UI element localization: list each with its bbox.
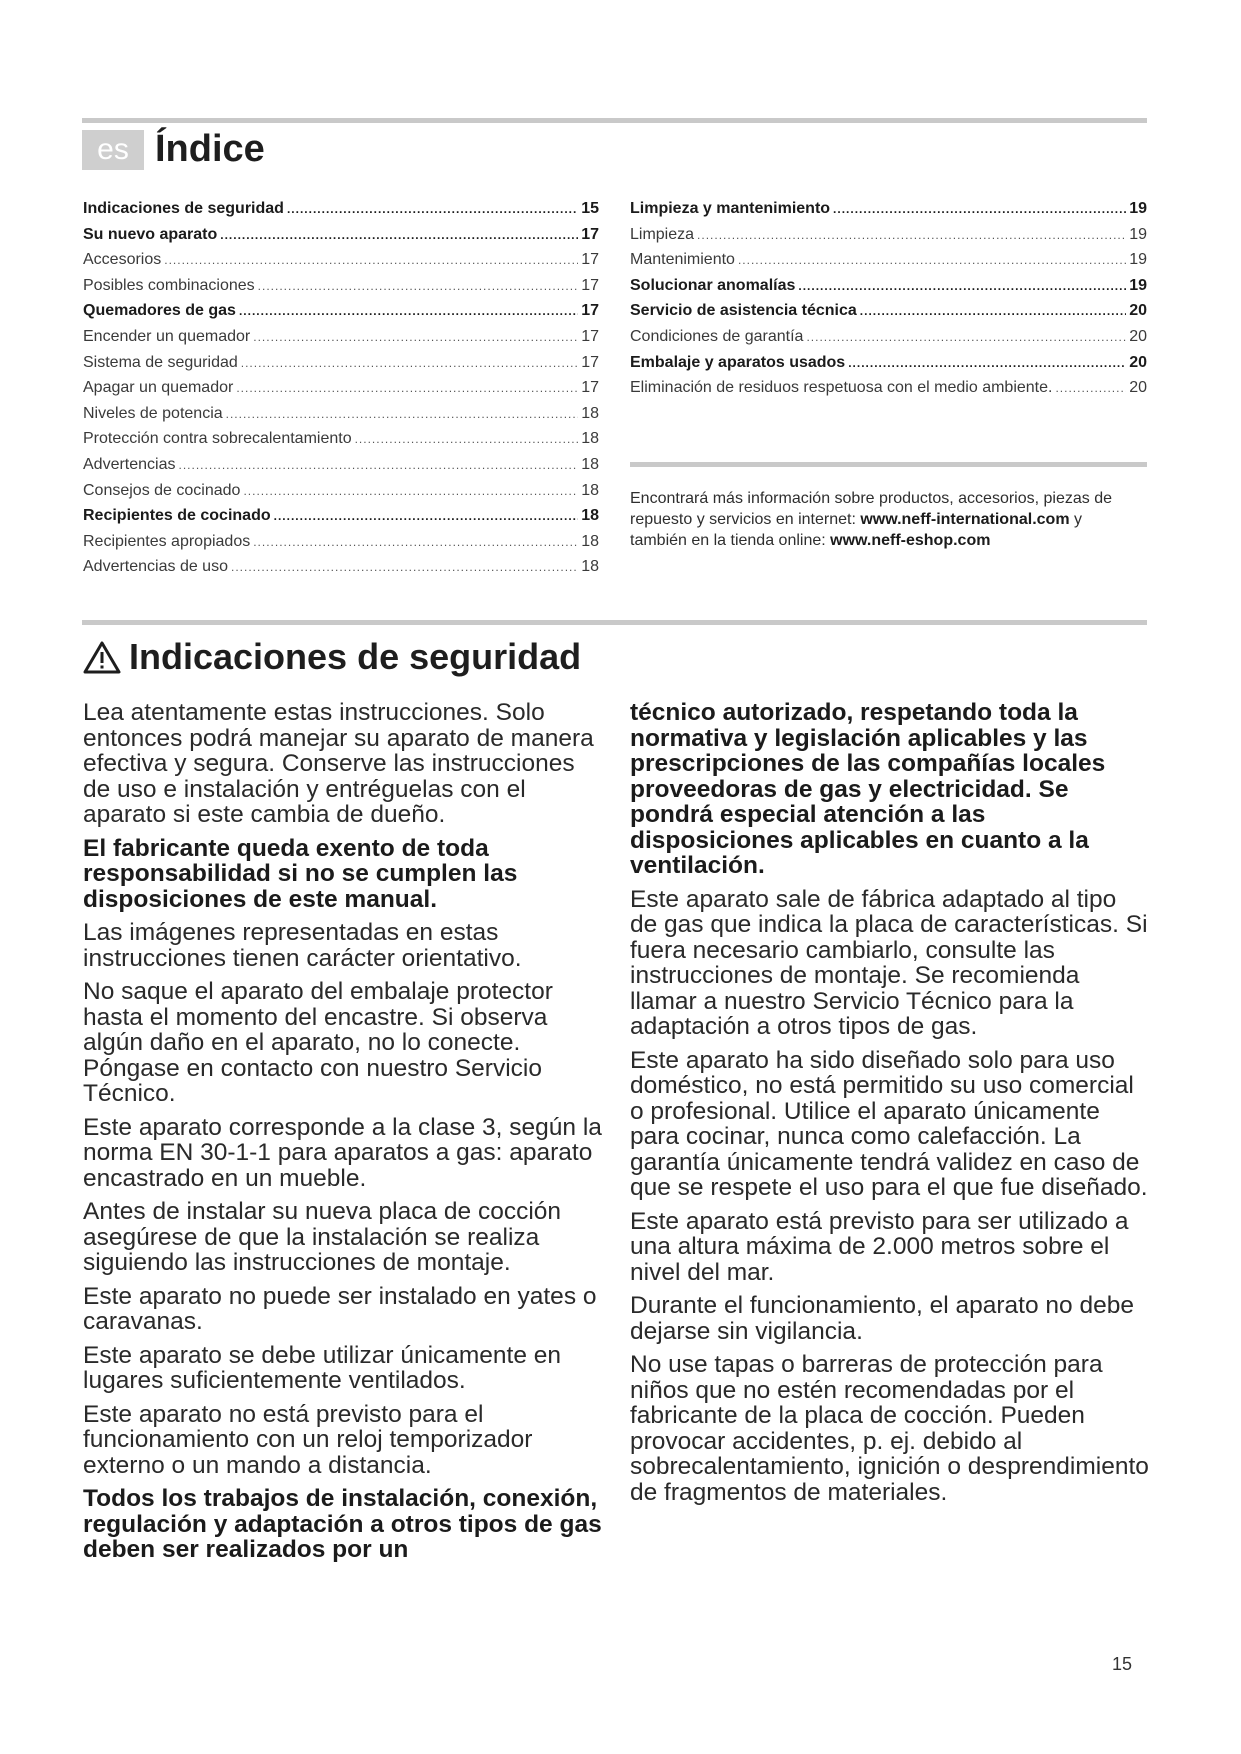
- toc-entry[interactable]: [83, 324, 599, 350]
- toc-entry-page: 18: [581, 430, 599, 448]
- toc-entry[interactable]: [630, 298, 1147, 324]
- toc-entry[interactable]: [83, 554, 599, 580]
- toc-entry-page: 19: [1129, 251, 1147, 269]
- toc-entry-title: Limpieza: [630, 225, 695, 243]
- toc-entry[interactable]: [83, 273, 599, 299]
- toc-left-column: [83, 196, 599, 580]
- toc-entry-page: 17: [581, 353, 599, 371]
- toc-entry-title: Mantenimiento: [630, 251, 735, 269]
- toc-entry-page: 17: [581, 276, 599, 294]
- toc-entry[interactable]: [83, 426, 599, 452]
- toc-dot-leader: [848, 351, 1126, 376]
- toc-entry-title: Posibles combinaciones: [83, 276, 255, 294]
- toc-dot-leader: [231, 555, 578, 580]
- toc-entry-page: 17: [581, 379, 599, 397]
- toc-entry[interactable]: [83, 503, 599, 529]
- safety-title-text: Indicaciones de seguridad: [129, 636, 582, 677]
- paragraph: No saque el aparato del embalaje protector hasta el momento del encastre. Si observa algún daño en el aparato, no lo conecte. Póngase en contacto con nuestro Servicio Técnico.: [83, 978, 553, 1107]
- toc-entry-page: 20: [1129, 353, 1147, 371]
- toc-entry-page: 18: [581, 558, 599, 576]
- paragraph: Este aparato está previsto para ser utilizado a una altura máxima de 2.000 metros sobre el nivel del mar.: [630, 1207, 1129, 1286]
- toc-entry-title: Accesorios: [83, 251, 162, 269]
- toc-entry-title: Niveles de potencia: [83, 404, 223, 422]
- paragraph: Este aparato sale de fábrica adaptado al tipo de gas que indica la placa de características. Si fuera necesario cambiarlo, consulte las instrucciones de montaje. Se recomienda llamar a nuestro Servicio Técnico para la adaptación a otros tipos de gas.: [630, 885, 1148, 1040]
- toc-entry[interactable]: [630, 222, 1147, 248]
- warning-triangle-icon: [83, 640, 121, 674]
- toc-dot-leader: [253, 530, 578, 555]
- toc-dot-leader: [833, 197, 1126, 222]
- paragraph: Lea atentamente estas instrucciones. Solo entonces podrá manejar su aparato de manera efectiva y segura. Conserve las instrucciones de uso e instalación y entréguelas con el aparato si este cambia de dueño.: [83, 699, 594, 828]
- toc-entry-title: Consejos de cocinado: [83, 481, 241, 499]
- toc-dot-leader: [697, 223, 1126, 248]
- toc-dot-leader: [241, 351, 578, 376]
- toc-entry-page: 17: [581, 225, 599, 243]
- toc-entry-page: 20: [1129, 302, 1147, 320]
- bold-paragraph: Todos los trabajos de instalación, conexión, regulación y adaptación a otros tipos de gas deben ser realizados por un: [83, 1485, 602, 1563]
- toc-dot-leader: [860, 299, 1126, 324]
- toc-dot-leader: [243, 479, 578, 504]
- toc-dot-leader: [258, 274, 579, 299]
- info-text-2: y también en la tienda online:: [630, 511, 1082, 549]
- safety-left-column: [83, 700, 603, 1571]
- toc-entry[interactable]: [83, 375, 599, 401]
- toc-entry-page: 19: [1129, 225, 1147, 243]
- language-badge: es: [82, 130, 144, 170]
- toc-dot-leader: [287, 197, 578, 222]
- paragraph: Las imágenes representadas en estas instrucciones tienen carácter orientativo.: [83, 919, 522, 972]
- toc-entry[interactable]: [630, 375, 1147, 401]
- toc-dot-leader: [798, 274, 1126, 299]
- safety-section-title: [83, 632, 581, 682]
- toc-entry-page: 18: [581, 507, 599, 525]
- toc-entry-page: 18: [581, 481, 599, 499]
- toc-entry-title: Apagar un quemador: [83, 379, 234, 397]
- info-text-1: Encontrará más información sobre productos, accesorios, piezas de repuesto y servicios en internet:: [630, 490, 1113, 528]
- section-rule: [82, 620, 1147, 625]
- index-title: Índice: [155, 128, 265, 170]
- toc-dot-leader: [164, 248, 578, 273]
- toc-entry-title: Recipientes de cocinado: [83, 507, 271, 525]
- toc-entry-page: 17: [581, 327, 599, 345]
- toc-entry-page: 18: [581, 455, 599, 473]
- toc-entry[interactable]: [83, 452, 599, 478]
- paragraph: Este aparato no está previsto para el funcionamiento con un reloj temporizador externo o un mando a distancia.: [83, 1400, 533, 1479]
- paragraph: Durante el funcionamiento, el aparato no debe dejarse sin vigilancia.: [630, 1292, 1134, 1345]
- toc-entry-page: 17: [581, 251, 599, 269]
- paragraph: Este aparato ha sido diseñado solo para uso doméstico, no está permitido su uso comercial o profesional. Utilice el aparato únicamente para cocinar, nunca como calefacción. La garantía únicamente tendrá validez en caso de que se respete el uso para el que fue diseñado.: [630, 1046, 1148, 1201]
- info-rule: [630, 462, 1147, 467]
- toc-entry-title: Embalaje y aparatos usados: [630, 353, 846, 371]
- toc-entry-page: 20: [1129, 379, 1147, 397]
- toc-entry-title: Recipientes apropiados: [83, 532, 251, 550]
- top-rule: [82, 118, 1147, 123]
- eshop-link[interactable]: www.neff-eshop.com: [830, 532, 991, 549]
- toc-dot-leader: [253, 325, 578, 350]
- toc-entry-title: Condiciones de garantía: [630, 327, 804, 345]
- paragraph: Este aparato no puede ser instalado en yates o caravanas.: [83, 1282, 597, 1335]
- bold-paragraph: El fabricante queda exento de toda responsabilidad si no se cumplen las disposiciones de este manual.: [83, 834, 518, 913]
- toc-entry-page: 19: [1129, 200, 1147, 217]
- toc-entry[interactable]: [630, 196, 1147, 222]
- toc-dot-leader: [738, 248, 1126, 273]
- paragraph: Este aparato corresponde a la clase 3, según la norma EN 30-1-1 para aparatos a gas: aparato encastrado en un mueble.: [83, 1113, 602, 1192]
- safety-right-column: [630, 700, 1150, 1513]
- page-number: 15: [1112, 1654, 1133, 1674]
- toc-entry-title: Solucionar anomalías: [630, 276, 796, 294]
- toc-entry-page: 18: [581, 532, 599, 550]
- toc-entry-title: Su nuevo aparato: [83, 225, 218, 243]
- toc-entry[interactable]: [630, 350, 1147, 376]
- website-link[interactable]: www.neff-international.com: [860, 511, 1070, 528]
- toc-entry-page: 19: [1129, 276, 1147, 294]
- toc-dot-leader: [806, 325, 1126, 350]
- bold-paragraph: técnico autorizado, respetando toda la normativa y legislación aplicables y las prescripciones de las compañías locales proveedoras de gas y electricidad. Se pondrá especial atención a las disposiciones aplicables en cuanto a la ventilación.: [630, 699, 1106, 879]
- toc-dot-leader: [274, 504, 579, 529]
- info-note: [630, 488, 1130, 551]
- toc-entry[interactable]: [83, 298, 599, 324]
- toc-entry-page: 18: [581, 404, 599, 422]
- toc-entry[interactable]: [83, 196, 599, 222]
- toc-dot-leader: [220, 223, 578, 248]
- toc-entry-title: Limpieza y mantenimiento: [630, 200, 831, 217]
- toc-entry[interactable]: [630, 273, 1147, 299]
- toc-entry-title: Eliminación de residuos respetuosa con el medio ambiente.: [630, 379, 1053, 397]
- toc-entry-page: 17: [581, 302, 599, 320]
- toc-entry[interactable]: [83, 247, 599, 273]
- toc-right-column: [630, 196, 1147, 401]
- toc-entry-title: Encender un quemador: [83, 327, 251, 345]
- toc-entry[interactable]: [83, 350, 599, 376]
- toc-dot-leader: [1055, 376, 1126, 401]
- toc-entry[interactable]: [83, 529, 599, 555]
- toc-dot-leader: [226, 402, 579, 427]
- paragraph: No use tapas o barreras de protección para niños que no estén recomendadas por el fabricante de la placa de cocción. Pueden provocar accidentes, p. ej. debido al sobrecalentamiento, ignición o desprendimiento de fragmentos de materiales.: [630, 1351, 1149, 1506]
- toc-dot-leader: [355, 427, 579, 452]
- paragraph: Este aparato se debe utilizar únicamente en lugares suficientemente ventilados.: [83, 1341, 562, 1394]
- toc-entry-title: Advertencias: [83, 455, 176, 473]
- toc-entry-title: Sistema de seguridad: [83, 353, 238, 371]
- toc-entry[interactable]: [630, 324, 1147, 350]
- toc-entry-title: Quemadores de gas: [83, 302, 236, 320]
- toc-dot-leader: [239, 299, 578, 324]
- toc-entry[interactable]: [83, 401, 599, 427]
- toc-entry-page: 20: [1129, 327, 1147, 345]
- toc-entry-title: Advertencias de uso: [83, 558, 228, 576]
- toc-entry-title: Protección contra sobrecalentamiento: [83, 430, 352, 448]
- toc-entry[interactable]: [83, 222, 599, 248]
- toc-entry[interactable]: [630, 247, 1147, 273]
- toc-entry[interactable]: [83, 478, 599, 504]
- toc-dot-leader: [179, 453, 579, 478]
- paragraph: Antes de instalar su nueva placa de cocción asegúrese de que la instalación se realiza siguiendo las instrucciones de montaje.: [83, 1198, 562, 1276]
- toc-dot-leader: [236, 376, 578, 401]
- toc-entry-title: Indicaciones de seguridad: [83, 200, 284, 217]
- toc-entry-title: Servicio de asistencia técnica: [630, 302, 857, 320]
- toc-entry-page: 15: [581, 200, 599, 217]
